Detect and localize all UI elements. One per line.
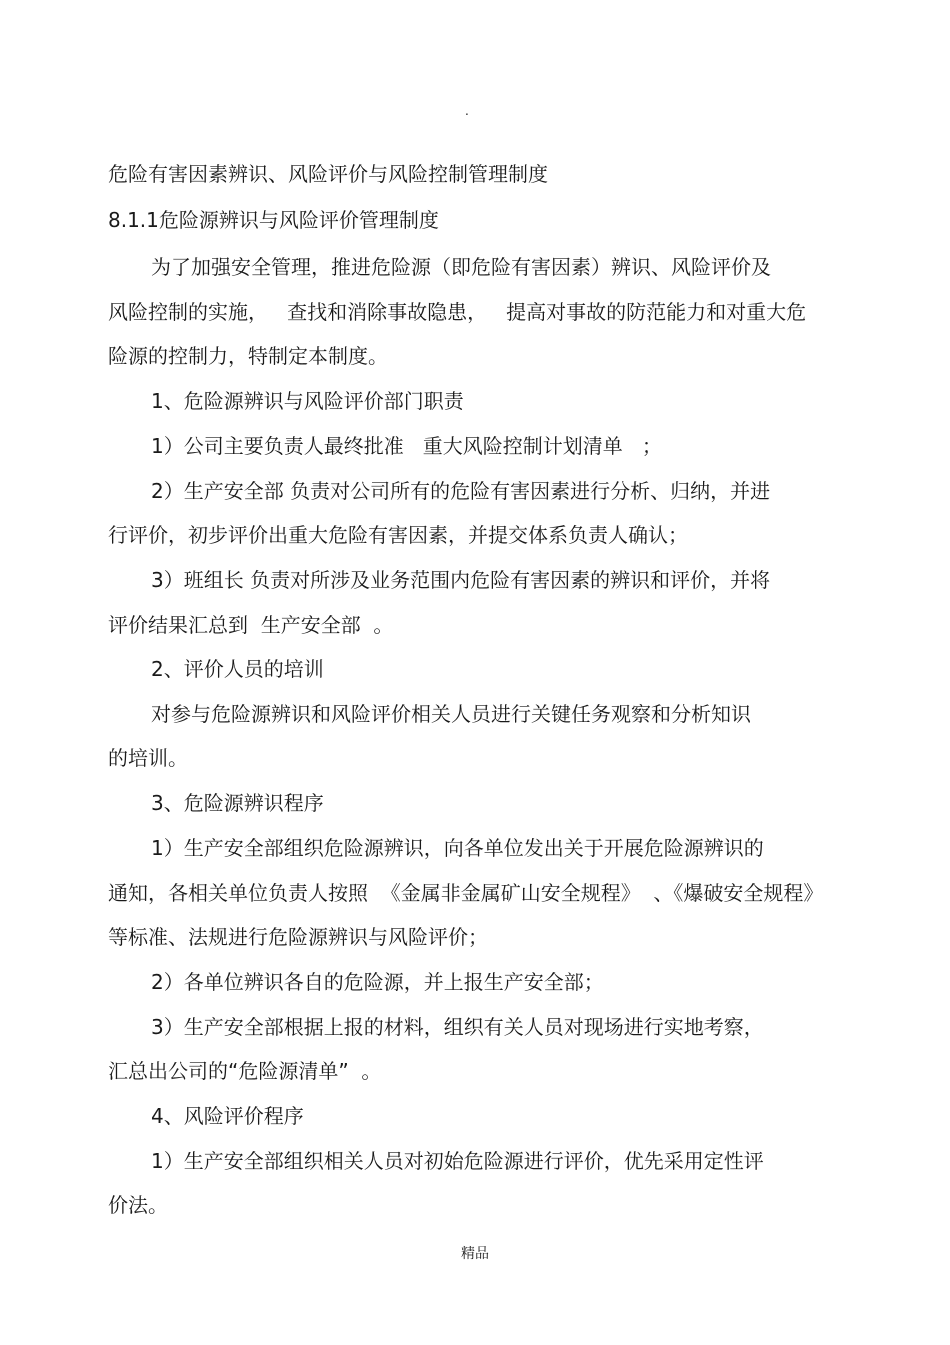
s1-item2-line-1: 2）生产安全部 负责对公司所有的危险有害因素进行分析、归纳，并进: [151, 479, 771, 503]
intro-line-2: 风险控制的实施， 查找和消除事故隐患， 提高对事故的防范能力和对重大危: [108, 300, 807, 324]
s1-item3-line-1: 3）班组长 负责对所涉及业务范围内危险有害因素的辨识和评价，并将: [151, 568, 771, 592]
s3-item1-line-1: 1）生产安全部组织危险源辨识，向各单位发出关于开展危险源辨识的: [151, 836, 764, 860]
document-title: 危险有害因素辨识、风险评价与风险控制管理制度: [108, 162, 548, 186]
s1-item1-line-1: 1）公司主要负责人最终批准 重大风险控制计划清单 ；: [151, 434, 662, 458]
s3-item1-line-3: 等标准、法规进行危险源辨识与风险评价；: [108, 925, 488, 949]
s1-item3-line-2: 评价结果汇总到 生产安全部 。: [108, 613, 394, 637]
s2-body-line-1: 对参与危险源辨识和风险评价相关人员进行关键任务观察和分析知识: [151, 702, 751, 726]
s1-heading: 1、危险源辨识与风险评价部门职责: [151, 389, 464, 413]
s3-item3-line-2: 汇总出公司的“危险源清单” 。: [108, 1059, 382, 1083]
s3-heading: 3、危险源辨识程序: [151, 791, 324, 815]
header-mark: .: [465, 104, 469, 118]
s2-heading: 2、评价人员的培训: [151, 657, 324, 681]
s3-item2-line-1: 2）各单位辨识各自的危险源，并上报生产安全部；: [151, 970, 604, 994]
s4-item1-line-1: 1）生产安全部组织相关人员对初始危险源进行评价，优先采用定性评: [151, 1149, 764, 1173]
s2-body-line-2: 的培训。: [108, 746, 188, 770]
s4-heading: 4、风险评价程序: [151, 1104, 304, 1128]
footer-label: 精品: [461, 1246, 489, 1262]
intro-line-3: 险源的控制力，特制定本制度。: [108, 344, 388, 368]
s4-item1-line-2: 价法。: [108, 1193, 168, 1217]
s1-item2-line-2: 行评价，初步评价出重大危险有害因素，并提交体系负责人确认；: [108, 523, 688, 547]
intro-line-1: 为了加强安全管理，推进危险源（即危险有害因素）辨识、风险评价及: [151, 255, 771, 279]
s3-item3-line-1: 3）生产安全部根据上报的材料，组织有关人员对现场进行实地考察，: [151, 1015, 764, 1039]
section-title: 8.1.1危险源辨识与风险评价管理制度: [108, 208, 439, 232]
s3-item1-line-2: 通知，各相关单位负责人按照 《金属非金属矿山安全规程》 、《爆破安全规程》: [108, 881, 824, 905]
